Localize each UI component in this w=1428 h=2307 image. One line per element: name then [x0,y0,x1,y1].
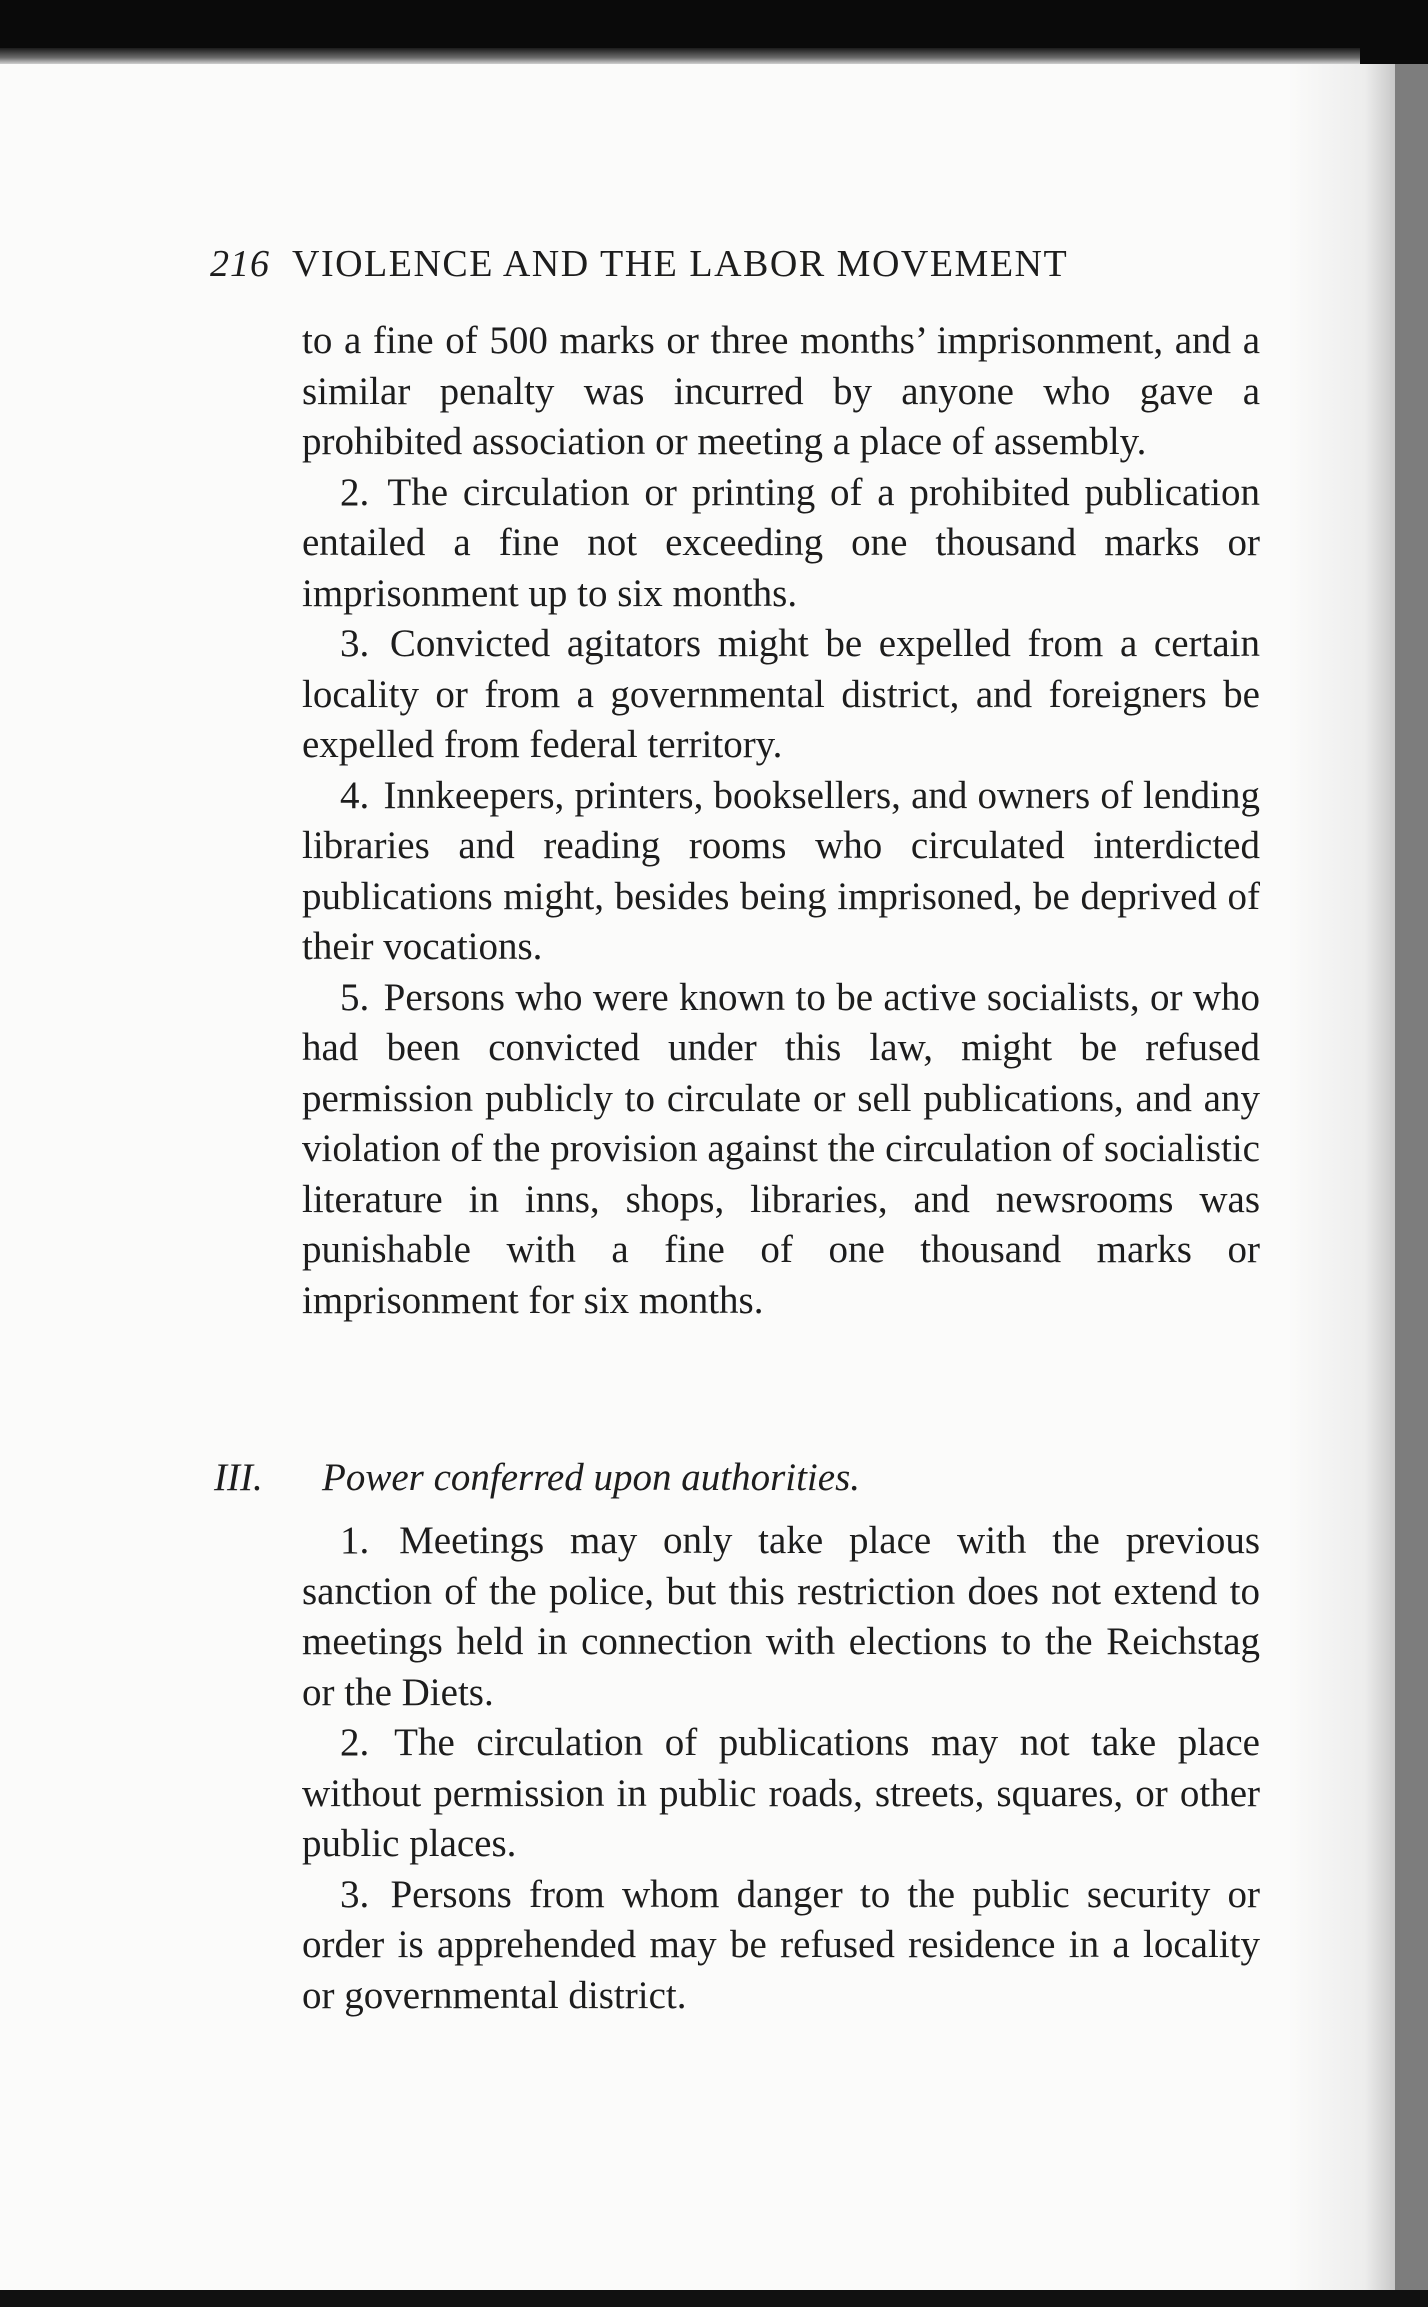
list-item [302,973,1260,1327]
text-section-part-ii [302,316,1260,1326]
section-heading [214,1453,860,1503]
item-text: Meetings may only take place with the previous sanction of the police, but this restriction does not extend to meetings held in connection with elections to the Reichstag or the Diets. [302,1519,1260,1714]
list-item [302,1870,1260,2022]
list-item [302,1718,1260,1870]
section-title: Power conferred upon authorities. [322,1456,861,1499]
item-text: Persons who were known to be active socialists, or who had been convicted under this law, might be refused permission publicly to circulate or sell publications, and any violation of the provision against the circulation of socialistic literature in inns, shops, libraries, and newsrooms was punishable with a fine of one thousand marks or imprisonment for six months. [302,975,1261,1322]
item-number: 5. [340,975,370,1019]
continuation-paragraph: to a fine of 500 marks or three months’ imprisonment, and a similar penalty was incurred by anyone who gave a prohibited association or meeting a place of assembly. [302,319,1260,463]
item-number: 1. [340,1519,370,1562]
item-text: The circulation of publications may not take place without permission in public roads, streets, squares, or other public places. [302,1721,1260,1865]
list-item [302,771,1260,973]
list-item [302,468,1260,620]
item-text: Innkeepers, printers, booksellers, and owners of lending libraries and reading rooms who circulated interdicted publications might, besides being imprisoned, be deprived of their vocations. [302,773,1261,968]
list-item [302,1516,1260,1718]
item-number: 3. [340,1872,370,1916]
item-text: Convicted agitators might be expelled from a certain locality or from a governmental district, and foreigners be expelled from federal territory. [302,622,1260,766]
item-number: 3. [340,622,370,665]
running-head [210,238,1068,290]
item-text: Persons from whom danger to the public security or order is apprehended may be refused residence in a locality or governmental district. [302,1872,1261,2017]
item-number: 2. [340,470,370,514]
item-number: 4. [340,773,370,817]
page-number: 216 [210,243,270,285]
running-title: VIOLENCE AND THE LABOR MOVEMENT [292,243,1069,285]
section-numeral: III. [214,1456,263,1499]
item-number: 2. [340,1721,370,1764]
text-section-part-iii [302,1516,1260,2021]
item-text: The circulation or printing of a prohibited publication entailed a fine not exceeding one thousand marks or imprisonment up to six months. [302,470,1261,615]
list-item [302,619,1260,771]
